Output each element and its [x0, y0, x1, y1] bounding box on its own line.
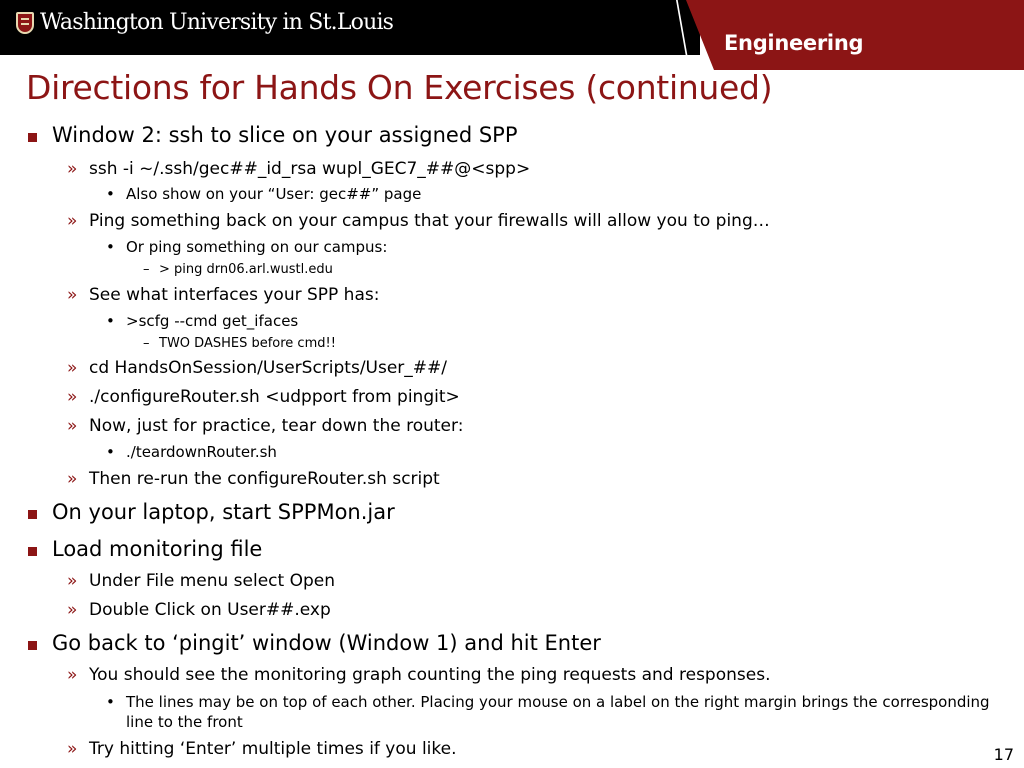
sub-sub-bullet-user-page: • Also show on your “User: gec##” page	[126, 185, 421, 203]
sub-bullet-configure-router: » ./configureRouter.sh <udpport from pingit>	[89, 387, 460, 407]
university-logo	[16, 10, 393, 35]
sub-bullet-double-click: » Double Click on User##.exp	[89, 600, 331, 620]
shield-icon	[16, 12, 34, 34]
sub-bullet-monitoring-graph: » You should see the monitoring graph counting the ping requests and responses.	[89, 665, 770, 685]
slide-header	[0, 0, 1024, 70]
sub-bullet-file-open: » Under File menu select Open	[89, 571, 335, 591]
sub-sub-bullet-teardown-script: • ./teardownRouter.sh	[126, 443, 277, 461]
sub-sub-bullet-scfg: • >scfg --cmd get_ifaces	[126, 312, 298, 330]
slide-title: Directions for Hands On Exercises (continued)	[26, 68, 773, 107]
sub-bullet-try-enter: » Try hitting ‘Enter’ multiple times if you like.	[89, 739, 457, 759]
sub-bullet-tear-down: » Now, just for practice, tear down the router:	[89, 416, 463, 436]
sub-bullet-rerun: » Then re-run the configureRouter.sh script	[89, 469, 440, 489]
bullet-go-back-pingit: Go back to ‘pingit’ window (Window 1) and hit Enter	[52, 631, 601, 655]
detail-two-dashes: – TWO DASHES before cmd!!	[159, 336, 336, 351]
school-label: Engineering	[724, 31, 864, 55]
sub-sub-bullet-ping-our-campus: • Or ping something on our campus:	[126, 238, 387, 256]
bullet-load-monitoring: Load monitoring file	[52, 537, 263, 561]
bullet-start-sppmon: On your laptop, start SPPMon.jar	[52, 500, 395, 524]
sub-bullet-interfaces: » See what interfaces your SPP has:	[89, 285, 379, 305]
bullet-window2: Window 2: ssh to slice on your assigned SPP	[52, 123, 518, 147]
sub-bullet-ping-campus: » Ping something back on your campus that your firewalls will allow you to ping…	[89, 211, 770, 231]
page-number: 17	[993, 745, 1014, 764]
sub-sub-bullet-lines-overlap: • The lines may be on top of each other. Placing your mouse on a label on the right margin brings the corresponding line to the front	[126, 692, 996, 732]
sub-bullet-cd-command: » cd HandsOnSession/UserScripts/User_##/	[89, 358, 447, 378]
university-name: Washington University in St.Louis	[40, 10, 394, 35]
detail-ping-host: – > ping drn06.arl.wustl.edu	[159, 262, 333, 277]
sub-bullet-ssh-command: » ssh -i ~/.ssh/gec##_id_rsa wupl_GEC7_##@<spp>	[89, 159, 530, 179]
